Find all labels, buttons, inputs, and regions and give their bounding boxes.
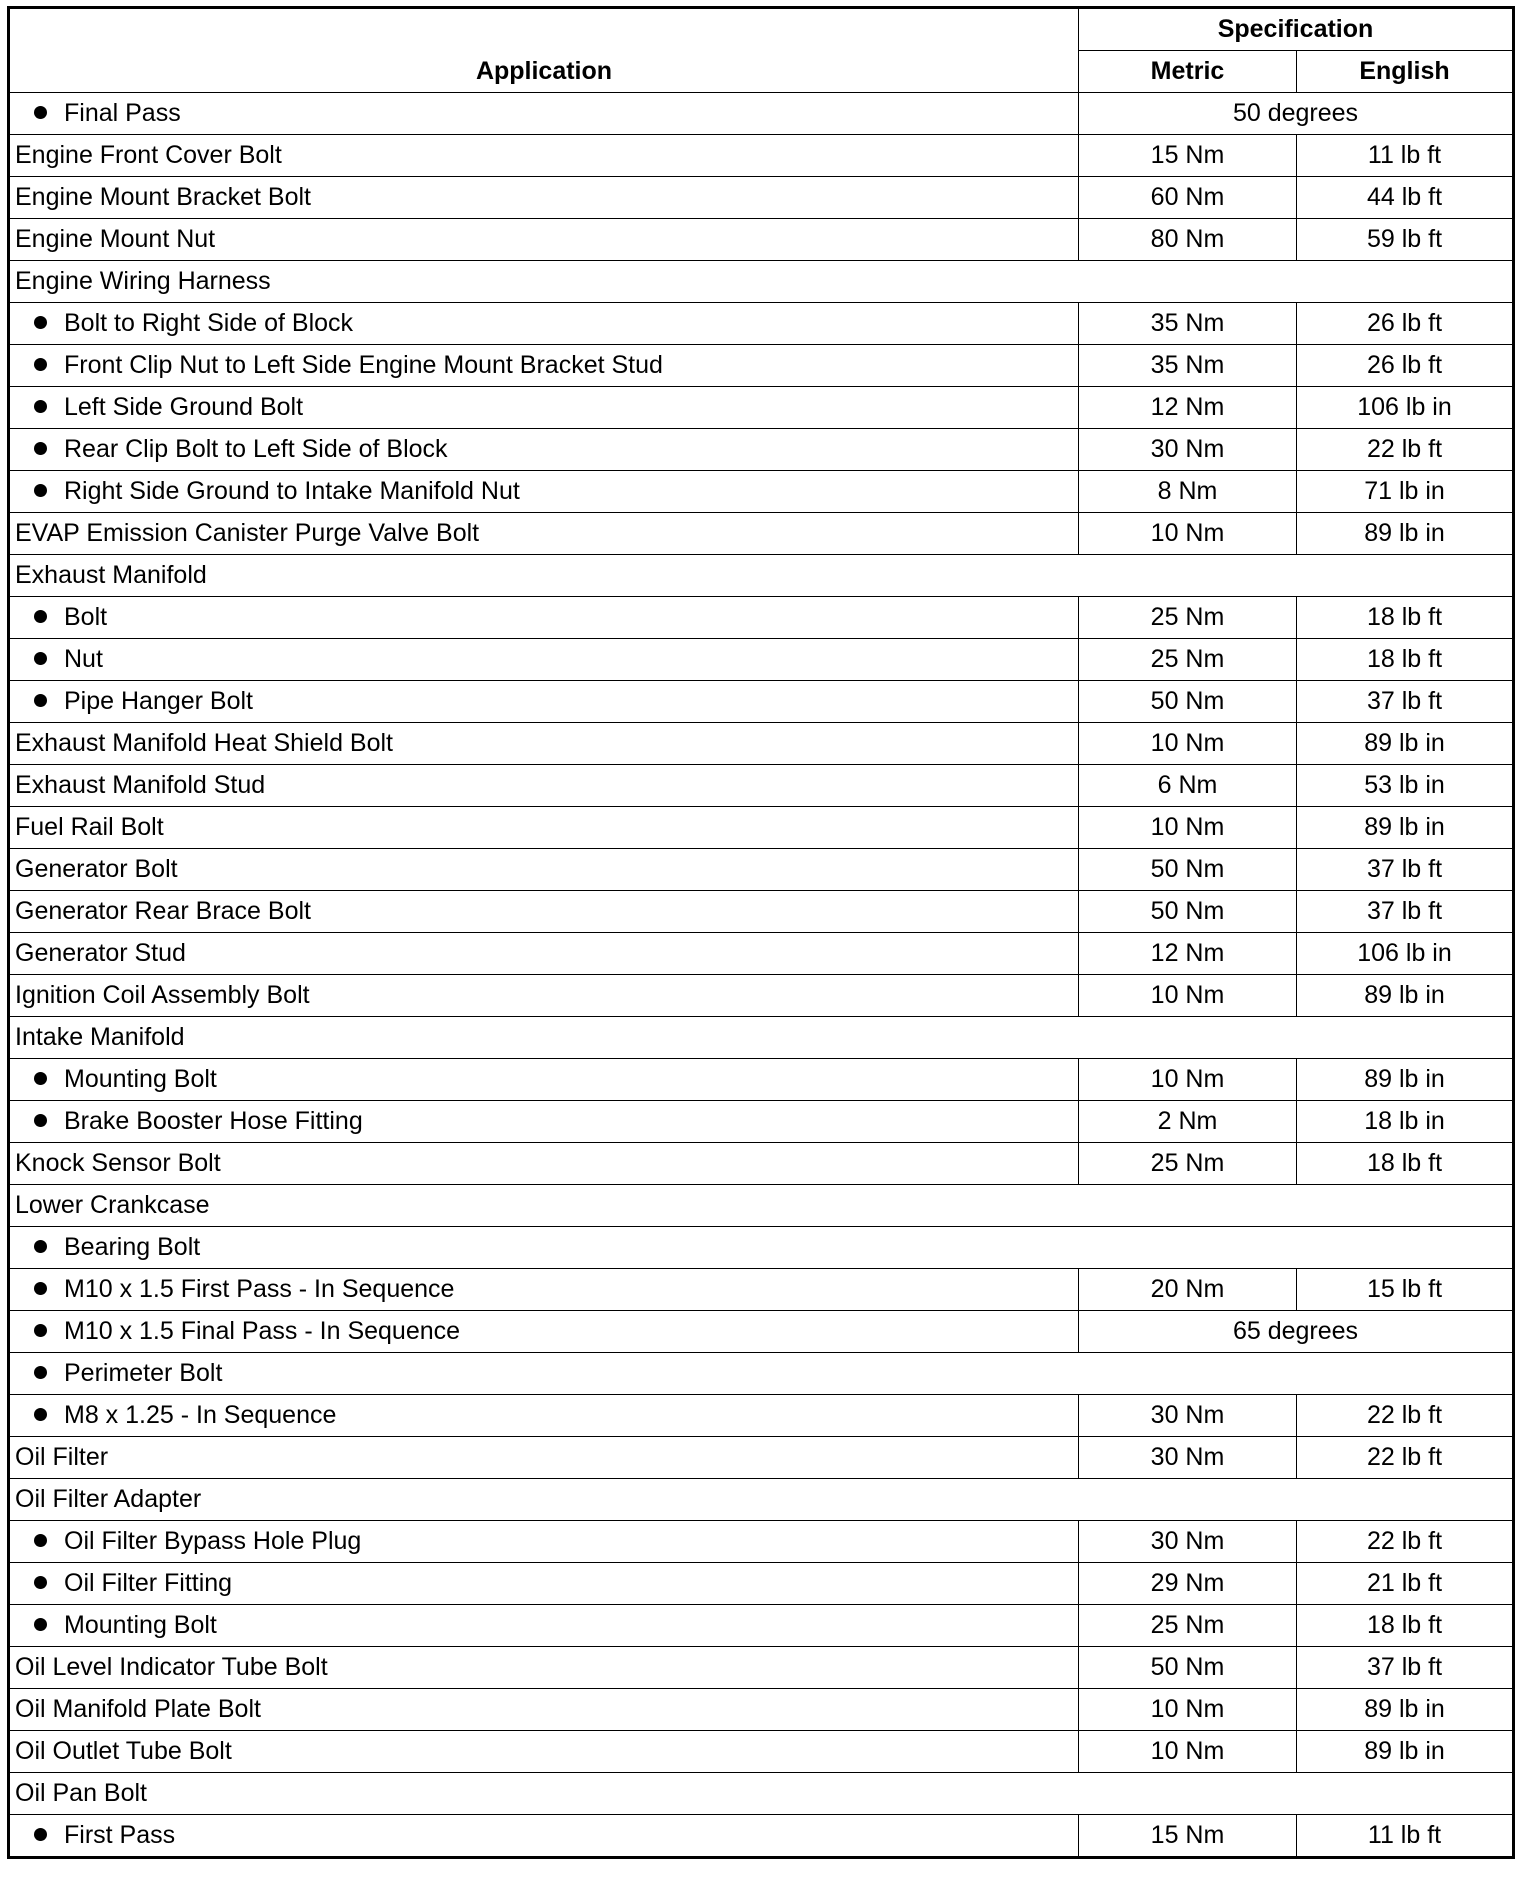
metric-cell: 30 Nm — [1079, 1395, 1297, 1437]
bullet-icon — [34, 1240, 47, 1253]
application-cell — [9, 177, 1079, 219]
application-cell — [9, 849, 1079, 891]
bullet-icon — [34, 1072, 47, 1085]
application-cell — [9, 429, 1079, 471]
english-cell: 11 lb ft — [1297, 135, 1514, 177]
application-cell — [9, 1353, 1514, 1395]
english-cell: 89 lb in — [1297, 807, 1514, 849]
metric-cell: 50 Nm — [1079, 1647, 1297, 1689]
english-cell: 26 lb ft — [1297, 345, 1514, 387]
table-row — [9, 1815, 1514, 1858]
application-column-header: Application — [9, 8, 1079, 93]
english-cell: 53 lb in — [1297, 765, 1514, 807]
application-cell — [9, 345, 1079, 387]
application-cell — [9, 1185, 1514, 1227]
application-label: Mounting Bolt — [64, 1065, 217, 1093]
application-label: Intake Manifold — [15, 1023, 185, 1051]
metric-cell: 35 Nm — [1079, 345, 1297, 387]
english-cell: 18 lb ft — [1297, 1605, 1514, 1647]
application-label: Ignition Coil Assembly Bolt — [15, 981, 310, 1009]
application-label: Front Clip Nut to Left Side Engine Mount Bracket Stud — [64, 351, 663, 379]
bullet-icon — [34, 694, 47, 707]
application-cell — [9, 1731, 1079, 1773]
application-label: Bolt — [64, 603, 108, 631]
table-row — [9, 1647, 1514, 1689]
table-row — [9, 975, 1514, 1017]
table-row — [9, 1227, 1514, 1269]
application-cell — [9, 261, 1514, 303]
application-cell — [9, 135, 1079, 177]
torque-specification-table — [7, 6, 1515, 1859]
metric-cell: 10 Nm — [1079, 723, 1297, 765]
application-label: Oil Filter Fitting — [64, 1569, 233, 1597]
application-label: Oil Filter Bypass Hole Plug — [64, 1527, 362, 1555]
application-label: Oil Filter Adapter — [15, 1485, 202, 1513]
metric-cell: 15 Nm — [1079, 1815, 1297, 1858]
metric-cell: 8 Nm — [1079, 471, 1297, 513]
bullet-icon — [34, 1618, 47, 1631]
metric-cell: 30 Nm — [1079, 1521, 1297, 1563]
table-row — [9, 1437, 1514, 1479]
application-cell — [9, 1395, 1079, 1437]
application-label: Oil Outlet Tube Bolt — [15, 1737, 232, 1765]
table-row — [9, 1521, 1514, 1563]
application-cell — [9, 1227, 1514, 1269]
application-label: Engine Wiring Harness — [15, 267, 271, 295]
specification-column-header: Specification — [1079, 8, 1514, 51]
metric-cell: 25 Nm — [1079, 1143, 1297, 1185]
bullet-icon — [34, 1282, 47, 1295]
application-cell — [9, 1269, 1079, 1311]
english-cell: 59 lb ft — [1297, 219, 1514, 261]
application-cell — [9, 1689, 1079, 1731]
metric-cell: 25 Nm — [1079, 639, 1297, 681]
table-row — [9, 807, 1514, 849]
application-cell — [9, 93, 1079, 135]
metric-cell: 50 Nm — [1079, 849, 1297, 891]
table-row — [9, 93, 1514, 135]
application-label: M10 x 1.5 Final Pass - In Sequence — [64, 1317, 461, 1345]
table-row — [9, 1395, 1514, 1437]
application-label: Nut — [64, 645, 103, 673]
application-label: Oil Level Indicator Tube Bolt — [15, 1653, 328, 1681]
bullet-icon — [34, 358, 47, 371]
table-row — [9, 1731, 1514, 1773]
table-row — [9, 1269, 1514, 1311]
application-cell — [9, 1605, 1079, 1647]
bullet-icon — [34, 484, 47, 497]
bullet-icon — [34, 442, 47, 455]
metric-cell: 30 Nm — [1079, 429, 1297, 471]
application-label: Bolt to Right Side of Block — [64, 309, 354, 337]
table-row — [9, 303, 1514, 345]
table-row — [9, 1479, 1514, 1521]
application-label: Lower Crankcase — [15, 1191, 210, 1219]
english-cell: 89 lb in — [1297, 513, 1514, 555]
application-label: Oil Filter — [15, 1443, 109, 1471]
metric-cell: 25 Nm — [1079, 1605, 1297, 1647]
metric-cell: 10 Nm — [1079, 1059, 1297, 1101]
english-cell: 21 lb ft — [1297, 1563, 1514, 1605]
application-label: Fuel Rail Bolt — [15, 813, 164, 841]
english-cell: 71 lb in — [1297, 471, 1514, 513]
english-cell: 11 lb ft — [1297, 1815, 1514, 1858]
english-cell: 89 lb in — [1297, 1689, 1514, 1731]
metric-cell: 6 Nm — [1079, 765, 1297, 807]
metric-cell: 50 Nm — [1079, 891, 1297, 933]
english-cell: 37 lb ft — [1297, 891, 1514, 933]
metric-cell: 10 Nm — [1079, 807, 1297, 849]
table-row — [9, 1605, 1514, 1647]
application-cell — [9, 387, 1079, 429]
application-cell — [9, 1563, 1079, 1605]
application-label: Knock Sensor Bolt — [15, 1149, 221, 1177]
metric-cell: 30 Nm — [1079, 1437, 1297, 1479]
table-row — [9, 1185, 1514, 1227]
table-row — [9, 597, 1514, 639]
metric-cell: 10 Nm — [1079, 1731, 1297, 1773]
metric-cell: 29 Nm — [1079, 1563, 1297, 1605]
application-cell — [9, 219, 1079, 261]
english-column-header: English — [1297, 51, 1514, 93]
table-row — [9, 387, 1514, 429]
table-row — [9, 891, 1514, 933]
bullet-icon — [34, 1534, 47, 1547]
application-label: First Pass — [64, 1821, 176, 1849]
application-cell — [9, 1017, 1514, 1059]
application-label: Generator Bolt — [15, 855, 178, 883]
table-row — [9, 765, 1514, 807]
english-cell: 37 lb ft — [1297, 1647, 1514, 1689]
table-row — [9, 933, 1514, 975]
metric-cell: 50 Nm — [1079, 681, 1297, 723]
bullet-icon — [34, 1114, 47, 1127]
english-cell: 26 lb ft — [1297, 303, 1514, 345]
metric-cell: 35 Nm — [1079, 303, 1297, 345]
table-row — [9, 513, 1514, 555]
application-label: Engine Front Cover Bolt — [15, 141, 282, 169]
english-cell: 22 lb ft — [1297, 1521, 1514, 1563]
english-cell: 18 lb ft — [1297, 597, 1514, 639]
table-row — [9, 345, 1514, 387]
table-row — [9, 723, 1514, 765]
metric-cell: 60 Nm — [1079, 177, 1297, 219]
table-row — [9, 555, 1514, 597]
table-row — [9, 1563, 1514, 1605]
metric-cell: 10 Nm — [1079, 1689, 1297, 1731]
bullet-icon — [34, 1324, 47, 1337]
application-cell — [9, 555, 1514, 597]
table-row — [9, 1101, 1514, 1143]
application-label: M10 x 1.5 First Pass - In Sequence — [64, 1275, 455, 1303]
table-row — [9, 261, 1514, 303]
english-cell: 18 lb in — [1297, 1101, 1514, 1143]
english-cell: 18 lb ft — [1297, 1143, 1514, 1185]
metric-cell: 20 Nm — [1079, 1269, 1297, 1311]
table-body — [9, 93, 1514, 1858]
application-label: Generator Stud — [15, 939, 186, 967]
english-cell: 89 lb in — [1297, 1059, 1514, 1101]
application-cell — [9, 723, 1079, 765]
application-cell — [9, 1059, 1079, 1101]
application-label: Oil Pan Bolt — [15, 1779, 148, 1807]
table-row — [9, 1689, 1514, 1731]
table-row — [9, 1017, 1514, 1059]
application-cell — [9, 1143, 1079, 1185]
application-cell — [9, 1437, 1079, 1479]
application-cell — [9, 303, 1079, 345]
application-cell — [9, 933, 1079, 975]
bullet-icon — [34, 652, 47, 665]
application-cell — [9, 765, 1079, 807]
table-row — [9, 1311, 1514, 1353]
bullet-icon — [34, 1828, 47, 1841]
application-label: Mounting Bolt — [64, 1611, 217, 1639]
application-cell — [9, 681, 1079, 723]
application-label: Generator Rear Brace Bolt — [15, 897, 311, 925]
application-label: Rear Clip Bolt to Left Side of Block — [64, 435, 448, 463]
application-cell — [9, 1101, 1079, 1143]
metric-cell: 15 Nm — [1079, 135, 1297, 177]
metric-cell: 12 Nm — [1079, 933, 1297, 975]
english-cell: 89 lb in — [1297, 975, 1514, 1017]
bullet-icon — [34, 316, 47, 329]
english-cell: 106 lb in — [1297, 387, 1514, 429]
bullet-icon — [34, 1366, 47, 1379]
table-row — [9, 1353, 1514, 1395]
table-row — [9, 135, 1514, 177]
table-row — [9, 219, 1514, 261]
table-row — [9, 1773, 1514, 1815]
application-cell — [9, 1647, 1079, 1689]
bullet-icon — [34, 1576, 47, 1589]
application-cell — [9, 597, 1079, 639]
english-cell: 37 lb ft — [1297, 849, 1514, 891]
english-cell: 44 lb ft — [1297, 177, 1514, 219]
english-cell: 22 lb ft — [1297, 1437, 1514, 1479]
table-row — [9, 471, 1514, 513]
table-row — [9, 177, 1514, 219]
application-cell — [9, 513, 1079, 555]
english-cell: 37 lb ft — [1297, 681, 1514, 723]
application-label: Exhaust Manifold — [15, 561, 207, 589]
application-cell — [9, 1311, 1079, 1353]
english-cell: 106 lb in — [1297, 933, 1514, 975]
application-label: Final Pass — [64, 99, 181, 127]
application-cell — [9, 639, 1079, 681]
application-cell — [9, 807, 1079, 849]
table-row — [9, 1143, 1514, 1185]
metric-cell: 80 Nm — [1079, 219, 1297, 261]
bullet-icon — [34, 106, 47, 119]
application-label: Perimeter Bolt — [64, 1359, 223, 1387]
english-cell: 15 lb ft — [1297, 1269, 1514, 1311]
metric-cell: 12 Nm — [1079, 387, 1297, 429]
application-label: Engine Mount Bracket Bolt — [15, 183, 311, 211]
application-cell — [9, 975, 1079, 1017]
english-cell: 18 lb ft — [1297, 639, 1514, 681]
application-cell — [9, 1479, 1514, 1521]
application-label: EVAP Emission Canister Purge Valve Bolt — [15, 519, 480, 547]
application-label: Exhaust Manifold Heat Shield Bolt — [15, 729, 393, 757]
application-cell — [9, 891, 1079, 933]
application-label: Left Side Ground Bolt — [64, 393, 304, 421]
application-label: Bearing Bolt — [64, 1233, 201, 1261]
specification-cell: 50 degrees — [1079, 93, 1514, 135]
bullet-icon — [34, 400, 47, 413]
application-label: Engine Mount Nut — [15, 225, 216, 253]
bullet-icon — [34, 1408, 47, 1421]
table-row — [9, 1059, 1514, 1101]
application-label: Oil Manifold Plate Bolt — [15, 1695, 261, 1723]
application-label: Right Side Ground to Intake Manifold Nut — [64, 477, 520, 505]
metric-cell: 25 Nm — [1079, 597, 1297, 639]
bullet-icon — [34, 610, 47, 623]
application-cell — [9, 1815, 1079, 1858]
table-row — [9, 429, 1514, 471]
table-row — [9, 849, 1514, 891]
application-label: Brake Booster Hose Fitting — [64, 1107, 363, 1135]
metric-cell: 10 Nm — [1079, 513, 1297, 555]
table-row — [9, 639, 1514, 681]
english-cell: 89 lb in — [1297, 1731, 1514, 1773]
metric-cell: 10 Nm — [1079, 975, 1297, 1017]
english-cell: 22 lb ft — [1297, 1395, 1514, 1437]
application-cell — [9, 471, 1079, 513]
application-cell — [9, 1773, 1514, 1815]
application-cell — [9, 1521, 1079, 1563]
specification-cell: 65 degrees — [1079, 1311, 1514, 1353]
english-cell: 89 lb in — [1297, 723, 1514, 765]
application-label: Pipe Hanger Bolt — [64, 687, 254, 715]
table-row — [9, 681, 1514, 723]
metric-column-header: Metric — [1079, 51, 1297, 93]
metric-cell: 2 Nm — [1079, 1101, 1297, 1143]
application-label: Exhaust Manifold Stud — [15, 771, 266, 799]
english-cell: 22 lb ft — [1297, 429, 1514, 471]
application-label: M8 x 1.25 - In Sequence — [64, 1401, 337, 1429]
